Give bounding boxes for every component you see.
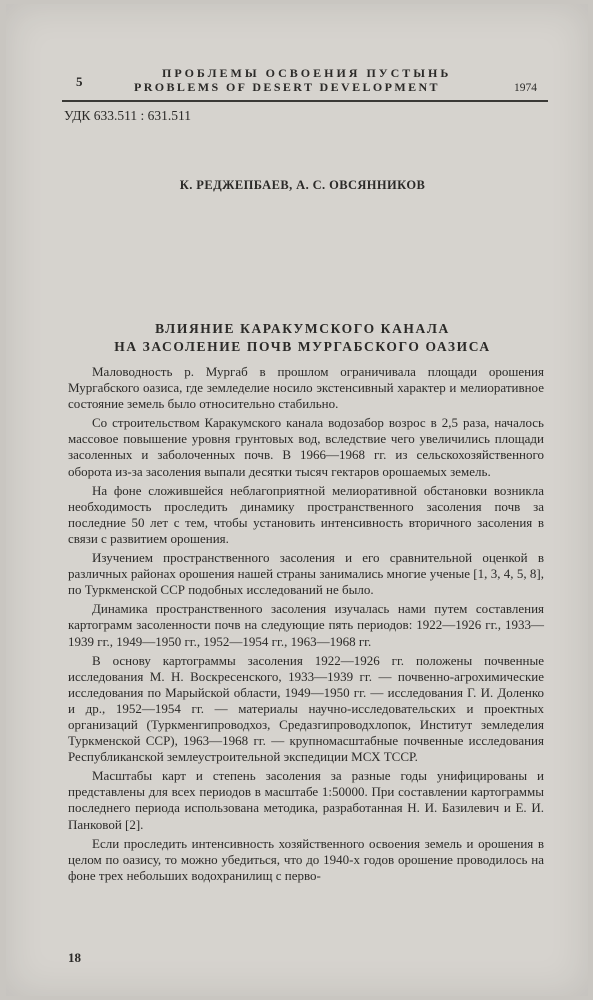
paragraph: Масштабы карт и степень засоления за разные годы унифицированы и представлены для всех периодов в масштабе 1:50000. При составлении картограммы последнего периода использована методика, разработанная Н. И. Базилевич и Е. И. Панковой [2]. — [68, 768, 544, 832]
paragraph: Динамика пространственного засоления изучалась нами путем составления картограмм засоленности почв на следующие пять периодов: 1922—1926 гг., 1933—1939 гг., 1949—1950 гг., 1952—1954 гг., 1963—1968 гг. — [68, 601, 544, 649]
journal-year: 1974 — [514, 82, 537, 94]
title-line-1: ВЛИЯНИЕ КАРАКУМСКОГО КАНАЛА — [155, 321, 450, 336]
journal-title-ru: ПРОБЛЕМЫ ОСВОЕНИЯ ПУСТЫНЬ — [162, 66, 452, 80]
journal-title-en: PROBLEMS OF DESERT DEVELOPMENT — [134, 80, 440, 94]
title-line-2: НА ЗАСОЛЕНИЕ ПОЧВ МУРГАБСКОГО ОАЗИСА — [114, 339, 491, 354]
paragraph: Со строительством Каракумского канала водозабор возрос в 2,5 раза, началось массовое повышение уровня грунтовых вод, вследствие чего увеличились площади засоленных и заболоченных почв. В 1966—1968 гг. из сельскохозяйственного оборота из-за засоления выпали десятки тысяч гектаров орошаемых земель. — [68, 415, 544, 479]
paragraph: На фоне сложившейся неблагоприятной мелиоративной обстановки возникла необходимость проследить динамику пространственного засоления почв за последние 50 лет с тем, чтобы установить интенсивность вторичного засоления в связи с развитием орошения. — [68, 482, 544, 546]
page-number: 18 — [68, 950, 81, 965]
header-rule — [62, 100, 548, 102]
running-header — [66, 62, 546, 104]
journal-page — [6, 4, 588, 996]
paragraph: Маловодность р. Мургаб в прошлом ограничивала площади орошения Мургабского оазиса, где земледелие носило экстенсивный характер и мелиоративное состояние земель было относительно стабильно. — [68, 364, 544, 412]
udk-code: УДК 633.511 : 631.511 — [64, 108, 192, 123]
article-body — [68, 364, 544, 887]
paragraph: В основу картограммы засоления 1922—1926 гг. положены почвенные исследования М. Н. Воскресенского, 1933—1939 гг. — почвенно-агрохимические исследования по Марыйской области, 1949—1950 гг. — исследования Г. И. Доленко и др., 1952—1954 гг. — материалы научно-исследовательских и проектных организаций (Туркменгипроводхоз, Средазгипроводхлопок, Институт земледелия Туркменской ССР), 1963—1968 гг. — крупномасштабные почвенные исследования Республиканской землеустроительной экспедиции МСХ ТССР. — [68, 652, 544, 765]
issue-number: 5 — [76, 74, 83, 89]
article-title — [6, 320, 593, 356]
paragraph: Изучением пространственного засоления и его сравнительной оценкой в различных районах орошения нашей страны занимались многие ученые [1, 3, 4, 5, 8], по Туркменской ССР подобных исследований не было. — [68, 550, 544, 598]
article-authors: К. РЕДЖЕПБАЕВ, А. С. ОВСЯННИКОВ — [179, 178, 426, 192]
paragraph: Если проследить интенсивность хозяйственного освоения земель и орошения в целом по оазису, то можно убедиться, что до 1940-х годов орошение проводилось на фоне трех небольших водохранилищ с перво- — [68, 835, 544, 883]
